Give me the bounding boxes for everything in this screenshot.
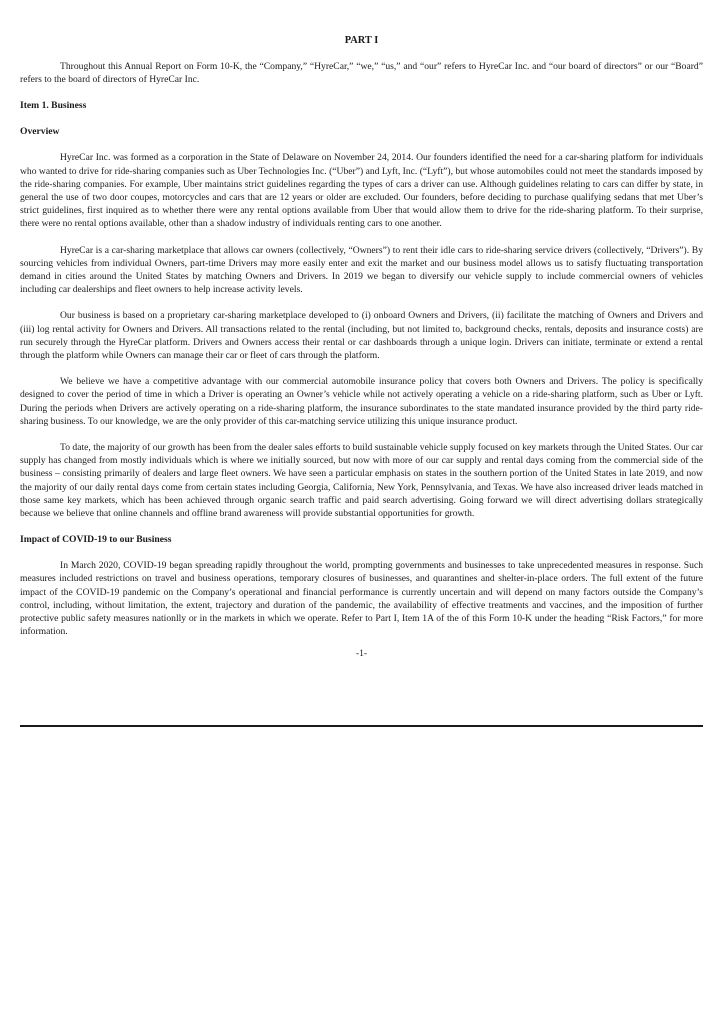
overview-paragraph-3: Our business is based on a proprietary car-sharing marketplace developed to (i) onboard Owners and Drivers, (ii) facilitate the matching of Owners and Drivers and (iii) log rental activity for Owners and Drivers. All transactions related to the rental (including, but not limited to, background checks, rentals, deposits and insurance costs) are run securely through the HyreCar platform. Drivers and Owners access their rental or car dashboards through a unique login. Drivers can initiate, terminate or extend a rental through the platform while Owners can manage their car or fleet of cars through the platform. <box>20 310 703 362</box>
item-heading: Item 1. Business <box>20 100 87 112</box>
covid-paragraph: In March 2020, COVID-19 began spreading rapidly throughout the world, prompting governments and businesses to take unprecedented measures in response. Such measures included restrictions on travel and business operations, temporary closures of businesses, and quarantines and shelter-in-place orders. The full extent of the future impact of the COVID-19 pandemic on the Company’s operational and financial performance is currently uncertain and will depend on many factors outside the Company’s control, including, without limitation, the extent, trajectory and duration of the pandemic, the availability of effective treatments and vaccines, and the imposition of further protective public safety measures nationlly or in the markets in which we operate. Refer to Part I, Item 1A of the of this Form 10-K under the heading “Risk Factors,” for more information. <box>20 560 703 638</box>
covid-heading: Impact of COVID-19 to our Business <box>20 534 172 546</box>
page-number: -1- <box>355 647 368 659</box>
part-title: PART I <box>344 35 379 46</box>
overview-paragraph-4: We believe we have a competitive advantage with our commercial automobile insurance policy that covers both Owners and Drivers. The policy is specifically designed to cover the period of time in which a Driver is operating an Owner’s vehicle while not actively operating a vehicle on a ride-sharing platform, such as Uber or Lyft. During the periods when Drivers are actively operating on a ride-sharing platform, the insurance subordinates to the state mandated insurance provided by the third party ride-sharing business. To our knowledge, we are the only provider of this car-matching service utilizing this unique insurance product. <box>20 376 703 427</box>
overview-paragraph-2: HyreCar is a car-sharing marketplace that allows car owners (collectively, “Owners”) to rent their idle cars to ride-sharing service drivers (collectively, “Drivers”). By sourcing vehicles from individual Owners, part-time Drivers may more easily enter and exit the market and our business model allows us to satisfy fluctuating transportation demand in cities around the United States by matching Owners and Drivers. In 2019 we began to diversify our vehicle supply to include commercial owners of vehicles including car dealerships and fleet owners to help increase activity levels. <box>20 244 703 296</box>
overview-heading: Overview <box>20 126 60 138</box>
intro-paragraph: Throughout this Annual Report on Form 10-K, the “Company,” “HyreCar,” “we,” “us,” and “our” refers to HyreCar Inc. and “our board of directors” or our “Board” refers to the board of directors of HyreCar Inc. <box>20 61 703 86</box>
page-bottom-rule <box>20 725 703 727</box>
overview-paragraph-1: HyreCar Inc. was formed as a corporation in the State of Delaware on November 24, 2014. Our founders identified the need for a car-sharing platform for individuals who wanted to drive for ride-sharing companies such as Uber Technologies Inc. (“Uber”) and Lyft, Inc. (“Lyft”), but whose automobiles could not meet the standards imposed by the ride-sharing companies. For example, Uber maintains strict guidelines regarding the types of cars a driver can use. Although guidelines relating to cars can differ by state, in general the use of two door coupes, motorcycles and cars that are 12 years or older are excluded. Our founders, before deciding to purchase qualifying sedans that met Uber’s strict guidelines, first inquired as to whether there were any rental options available from Uber that would allow them to drive for the ride-sharing platform. To their surprise, there were no rental options available, other than a shadow industry of individuals renting cars to one another. <box>20 152 703 230</box>
document-page <box>20 34 703 660</box>
overview-paragraph-5: To date, the majority of our growth has been from the dealer sales efforts to build sustainable vehicle supply focused on key markets through the United States. Our car supply has changed from mostly individuals which is where we initially sourced, but now with more of our car supply and rental days coming from the commercial side of the business – consisting primarily of dealers and large fleet owners. We have seen a particular emphasis on states in the southern portion of the United States in late 2019, and now the majority of our daily rental days come from certain states including Georgia, California, New York, Pennsylvania, and Texas. We have also increased driver leads matched in those same key markets, which has been achieved through organic search traffic and paid search advertising. Going forward we will direct advertising dollars strategically because we believe that online channels and offline brand awareness will provide substantial opportunities for growth. <box>20 442 703 520</box>
